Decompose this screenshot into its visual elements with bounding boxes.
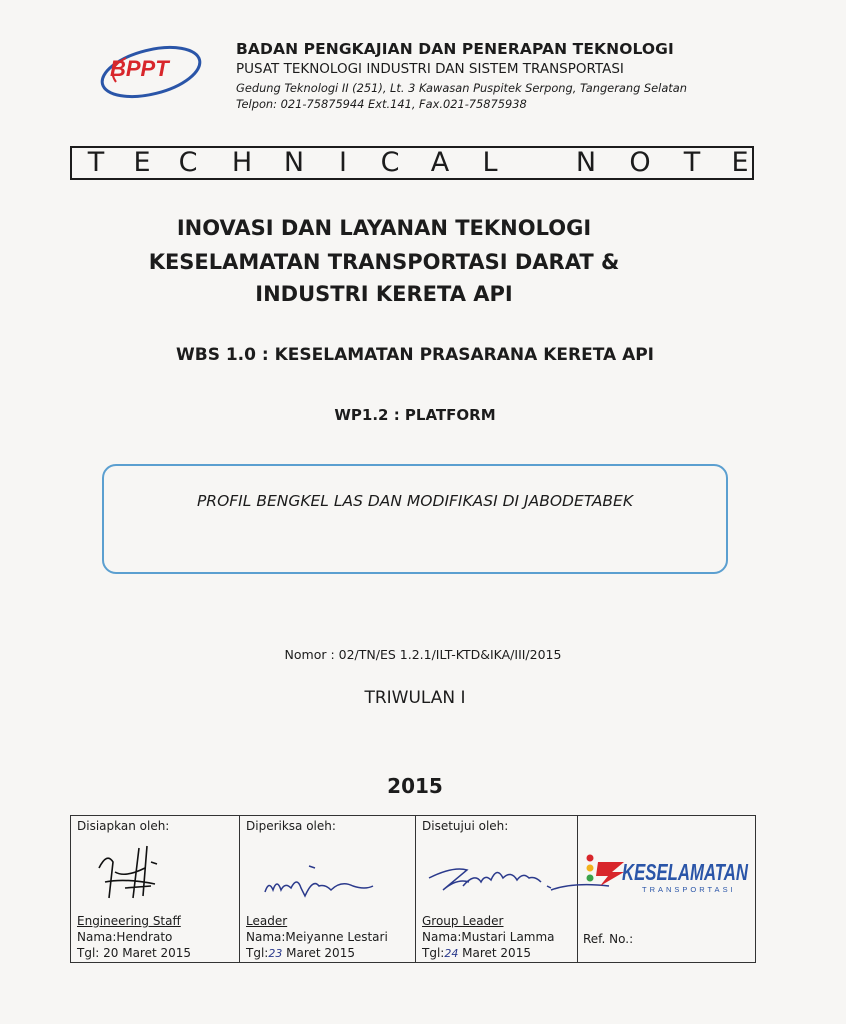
bppt-logo — [96, 38, 206, 102]
banner-letter: T — [87, 147, 105, 178]
approved-by-date — [422, 946, 531, 960]
kes-logo-main: KESELAMATAN — [622, 859, 749, 885]
banner-letter: E — [731, 147, 749, 178]
checked-by-date — [246, 946, 355, 960]
title-line-2: KESELAMATAN TRANSPORTASI DARAT & — [148, 250, 620, 274]
prepared-by-name: Nama:Hendrato — [77, 930, 173, 944]
banner-letter: E — [133, 147, 151, 178]
org-phone: Telpon: 021-75875944 Ext.141, Fax.021-75875938 — [236, 97, 527, 111]
topic-box — [102, 464, 728, 574]
banner-letter: C — [178, 147, 198, 178]
signature-hendrato — [85, 838, 175, 904]
keselamatan-transportasi-logo — [584, 850, 750, 896]
year-label: 2015 — [387, 774, 443, 798]
date-handwritten: 24 — [444, 947, 459, 960]
reference-number: Ref. No.: — [583, 932, 634, 946]
banner-letter: L — [482, 147, 498, 178]
org-address: Gedung Teknologi II (251), Lt. 3 Kawasan Puspitek Serpong, Tangerang Selatan — [236, 81, 687, 95]
topic-title: PROFIL BENGKEL LAS DAN MODIFIKASI DI JABODETABEK — [196, 492, 634, 510]
org-subtitle: PUSAT TEKNOLOGI INDUSTRI DAN SISTEM TRANSPORTASI — [236, 61, 624, 77]
wbs-heading: WBS 1.0 : KESELAMATAN PRASARANA KERETA API — [175, 345, 655, 365]
date-handwritten: 23 — [268, 947, 283, 960]
approved-by-heading: Disetujui oleh: — [422, 819, 509, 833]
date-rest: Maret 2015 — [458, 946, 531, 960]
approved-by-name: Nama:Mustari Lamma — [422, 930, 555, 944]
org-name: BADAN PENGKAJIAN DAN PENERAPAN TEKNOLOGI — [236, 40, 674, 58]
prepared-by-date: Tgl: 20 Maret 2015 — [77, 946, 192, 960]
title-line-3: INDUSTRI KERETA API — [255, 282, 513, 306]
table-divider — [239, 816, 240, 962]
table-divider — [415, 816, 416, 962]
document-number: Nomor : 02/TN/ES 1.2.1/ILT-KTD&IKA/III/2015 — [284, 647, 562, 662]
banner-letter: A — [430, 147, 450, 178]
checked-by-heading: Diperiksa oleh: — [246, 819, 336, 833]
banner-letter: C — [380, 147, 400, 178]
checked-by-role: Leader — [246, 914, 288, 928]
wp-heading: WP1.2 : PLATFORM — [334, 406, 496, 424]
signature-meiyanne — [261, 856, 381, 902]
quarter-label: TRIWULAN I — [364, 688, 466, 708]
banner-letter: T — [683, 147, 701, 178]
prepared-by-heading: Disiapkan oleh: — [77, 819, 170, 833]
banner-letter: N — [575, 147, 597, 178]
date-rest: Maret 2015 — [282, 946, 355, 960]
date-label: Tgl: — [246, 946, 269, 960]
bppt-logo-text: BPPT — [110, 56, 169, 81]
approved-by-role: Group Leader — [422, 914, 504, 928]
date-label: Tgl: — [422, 946, 445, 960]
prepared-by-role: Engineering Staff — [77, 914, 181, 928]
kes-logo-sub: TRANSPORTASI — [642, 885, 736, 894]
technical-note-banner — [70, 146, 754, 180]
title-line-1: INOVASI DAN LAYANAN TEKNOLOGI — [176, 216, 592, 240]
banner-letter: I — [339, 147, 347, 178]
checked-by-name: Nama:Meiyanne Lestari — [246, 930, 388, 944]
banner-letter: H — [231, 147, 253, 178]
banner-letter: N — [283, 147, 305, 178]
banner-letter: O — [629, 147, 651, 178]
